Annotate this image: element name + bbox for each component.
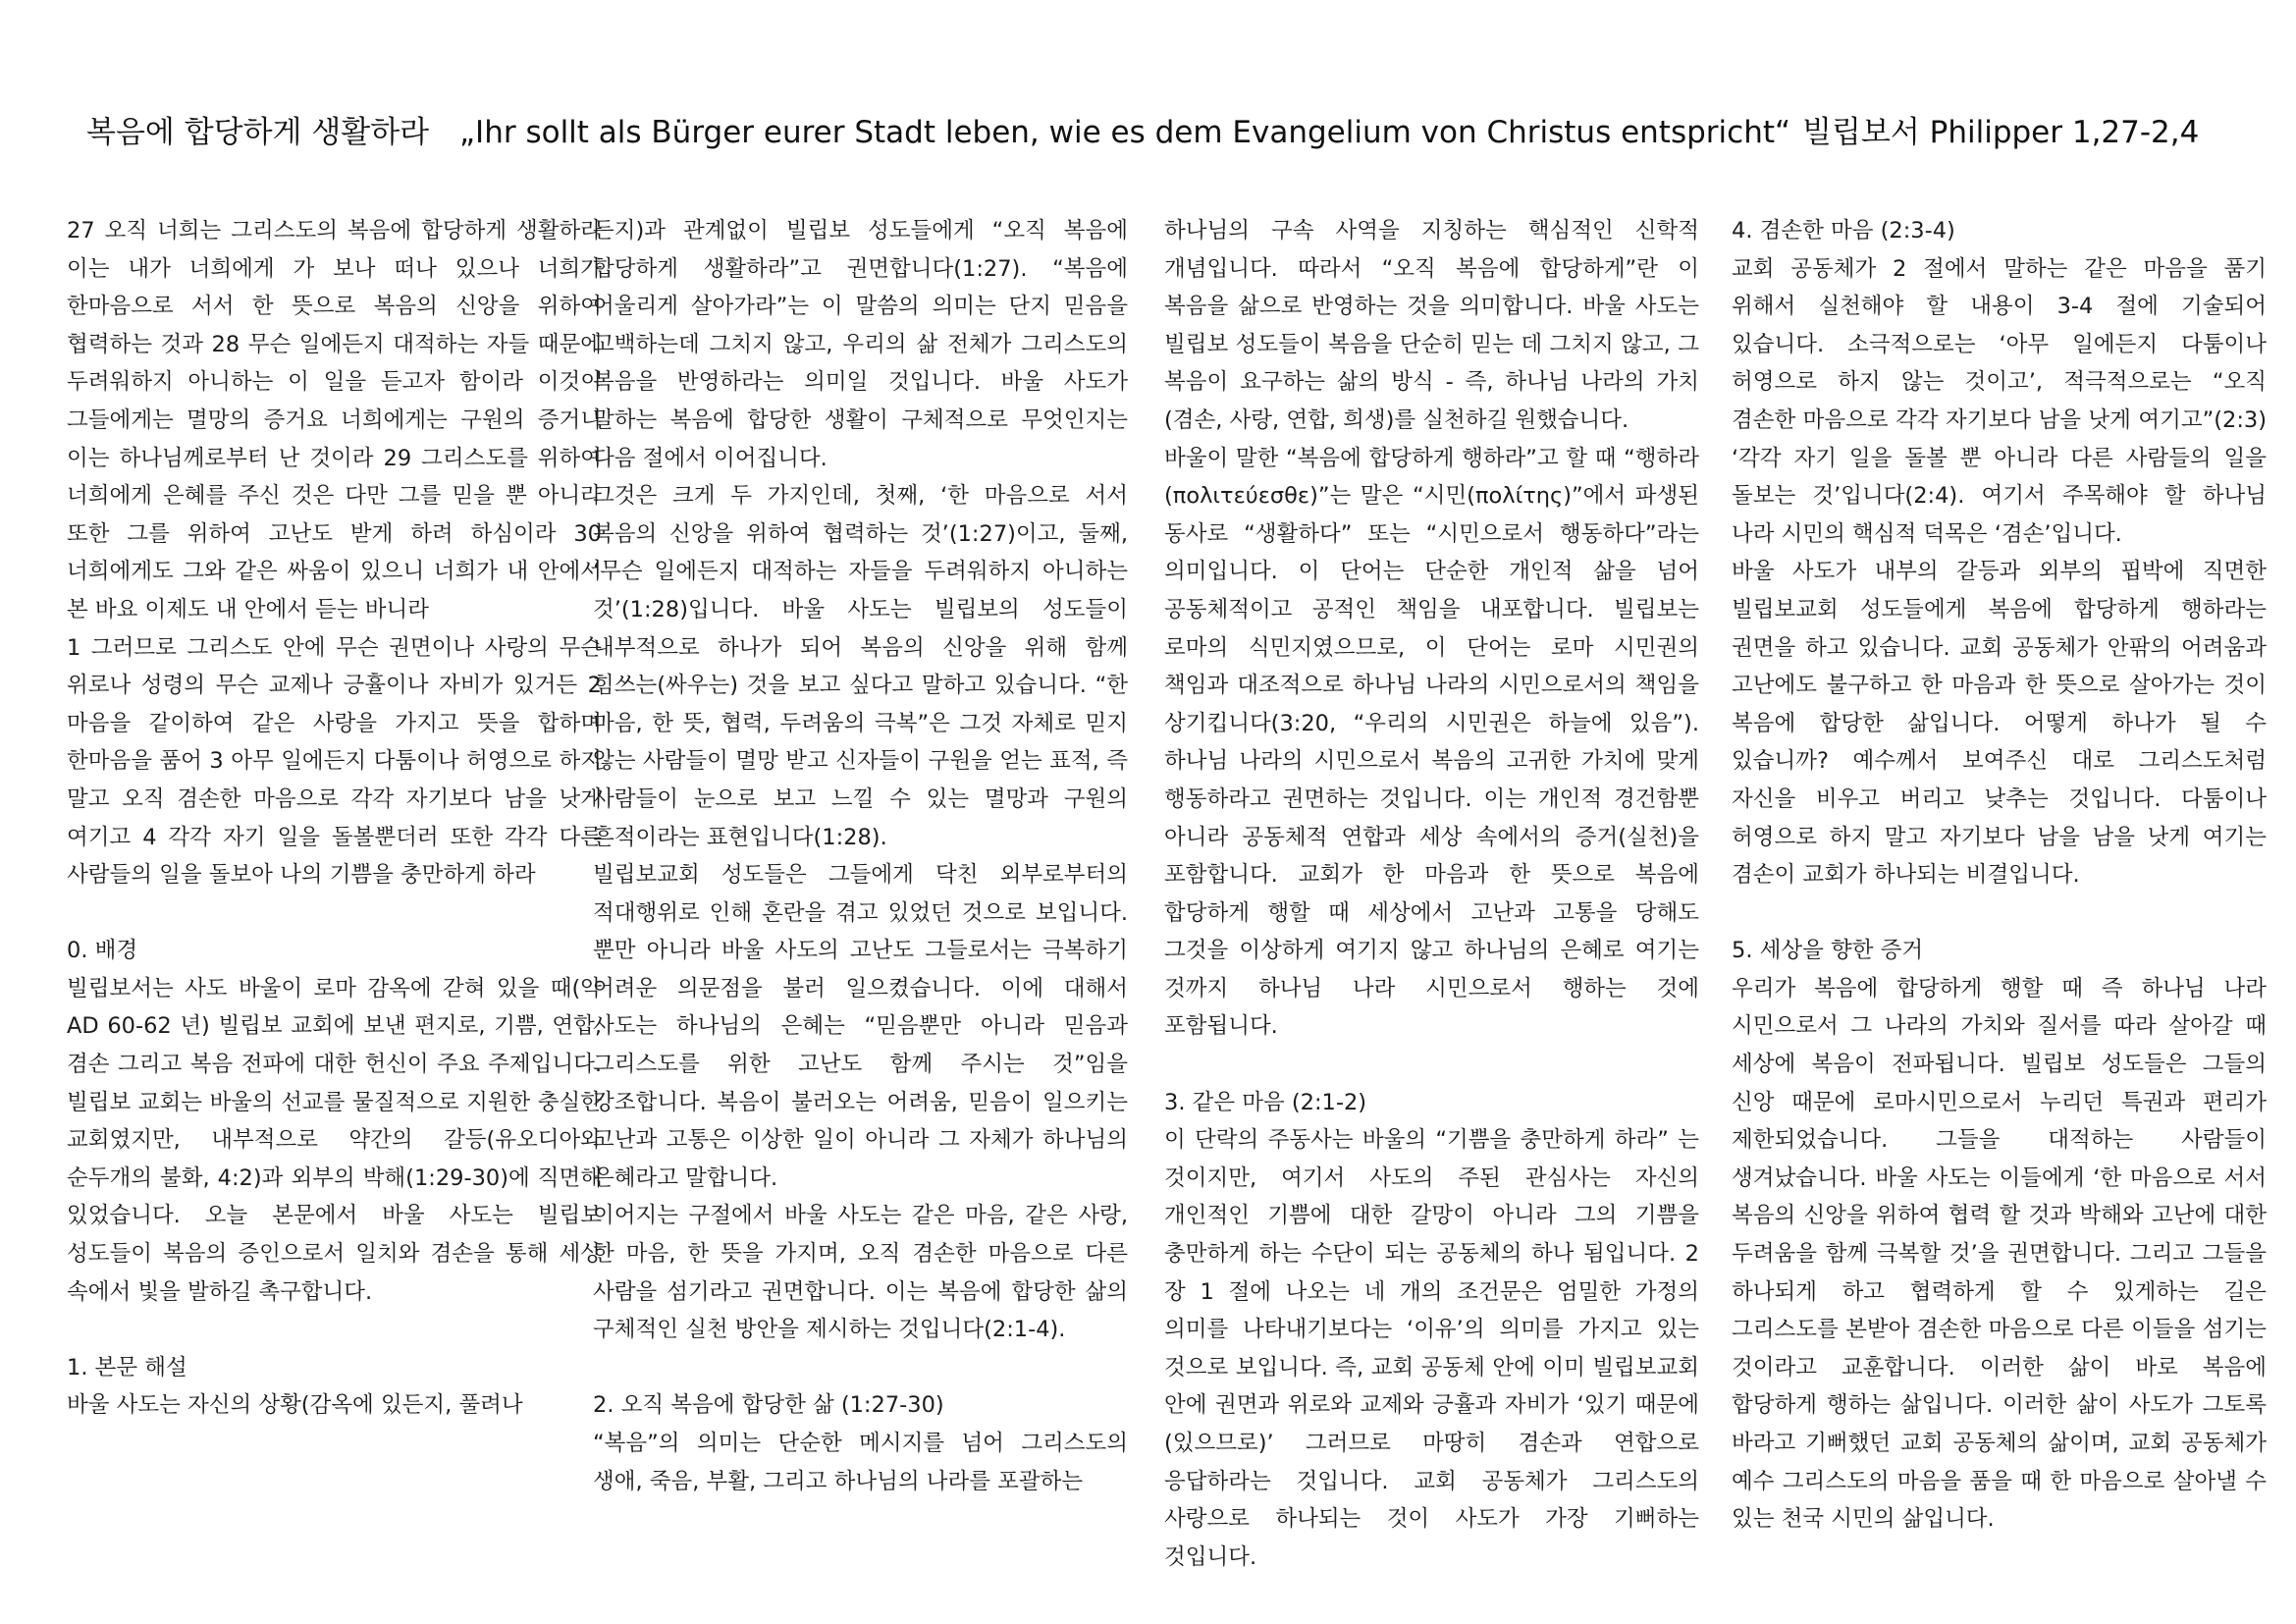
paragraph-same-mind: 이 단락의 주동사는 바울의 “기쁨을 충만하게 하라” 는 것이지만, 여기서 사도의 주된 관심사는 자신의 개인적인 기쁨에 대한 갈망이 아니라 그의 기쁨을 충만하게 하는 수단이 되는 공동체의 하나 됨입니다. 2 장 1 절에 나오는 네 개의 조건문은 엄밀한 가정의 의미를 나타내기보다는 ‘이유’의 의미를 가지고 있는 것으로 보입니다. 즉, 교회 공동체 안에 이미 빌립보교회 안에 권면과 위로와 교제와 긍휼과 자비가 ‘있기 때문에(있으므로)’ 그러므로 마땅히 겸손과 연합으로 응답하라는 것입니다. 교회 공동체가 그리스도의 사랑으로 하나되는 것이 사도가 가장 기뻐하는 것입니다. bbox=[1164, 1127, 1699, 1570]
scripture-verses-1-27-30: 27 오직 너희는 그리스도의 복음에 합당하게 생활하라 이는 내가 너희에게 가 보나 떠나 있으나 너희가 한마음으로 서서 한 뜻으로 복음의 신앙을 위하여 협력하는 것과 28 무슨 일에든지 대적하는 자들 때문에 두려워하지 아니하는 이 일을 듣고자 함이라 이것이 그들에게는 멸망의 증거요 너희에게는 구원의 증거니 이는 하나님께로부터 난 것이라 29 그리스도를 위하여 너희에게 은혜를 주신 것은 다만 그를 믿을 뿐 아니라 또한 그를 위하여 고난도 받게 하려 하심이라 30 너희에게도 그와 같은 싸움이 있으니 너희가 내 안에서 본 바요 이제도 내 안에서 듣는 바니라 bbox=[67, 218, 602, 623]
section-heading-humble-mind: 4. 겸손한 마음 (2:3-4) bbox=[1732, 218, 1955, 244]
text-column-1 bbox=[67, 212, 602, 1425]
paragraph-conflict: 바울 사도가 내부의 갈등과 외부의 핍박에 직면한 빌립보교회 성도들에게 복음에 합당하게 행하라는 권면을 하고 있습니다. 교회 공동체가 안팎의 어려움과 고난에도 불구하고 한 마음과 한 뜻으로 살아가는 것이 복음에 합당한 삶입니다. 어떻게 하나가 될 수 있습니까? 예수께서 보여주신 대로 그리스도처럼 자신을 비우고 버리고 낮추는 것입니다. 다툼이나 허영으로 하지 말고 자기보다 남을 남을 낫게 여기는 겸손이 교회가 하나되는 비결입니다. bbox=[1732, 559, 2267, 889]
section-heading-background: 0. 배경 bbox=[67, 938, 138, 964]
paragraph-following-verses: 이어지는 구절에서 바울 사도는 같은 마음, 같은 사랑, 한 마음, 한 뜻을 가지며, 오직 겸손한 마음으로 다른 사람을 섬기라고 권면합니다. 이는 복음에 합당한 삶의 구체적인 실천 방안을 제시하는 것입니다(2:1-4). bbox=[593, 1203, 1128, 1343]
bible-reference: 빌립보서 Philipper 1,27-2,4 bbox=[1802, 115, 2200, 150]
section-heading-same-mind: 3. 같은 마음 (2:1-2) bbox=[1164, 1089, 1367, 1115]
section-heading-worthy-life: 2. 오직 복음에 합당한 삶 (1:27-30) bbox=[593, 1392, 944, 1419]
text-column-2 bbox=[593, 212, 1128, 1500]
section-heading-exposition: 1. 본문 해설 bbox=[67, 1354, 187, 1380]
scripture-verses-2-1-4: 1 그러므로 그리스도 안에 무슨 권면이나 사랑의 무슨 위로나 성령의 무슨 교제나 긍휼이나 자비가 있거든 2 마음을 같이하여 같은 사랑을 가지고 뜻을 합하며 한마음을 품어 3 아무 일에든지 다툼이나 허영으로 하지 말고 오직 겸손한 마음으로 각각 자기보다 남을 낫게 여기고 4 각각 자기 일을 돌볼뿐더러 또한 각각 다른 사람들의 일을 돌보아 나의 기쁨을 충만하게 하라 bbox=[67, 634, 602, 889]
paragraph-citizenship: 바울이 말한 “복음에 합당하게 행하라”고 할 때 “행하라(πολιτεύεσθε)”는 말은 “시민(πολίτης)”에서 파생된 동사로 “생활하다” 또는 “시민으로서 행동하다”라는 의미입니다. 이 단어는 단순한 개인적 삶을 넘어 공동체적이고 공적인 책임을 내포합니다. 빌립보는 로마의 식민지였으므로, 이 단어는 로마 시민권의 책임과 대조적으로 하나님 나라의 시민으로서의 책임을 상기킵니다(3:20, “우리의 시민권은 하늘에 있음”). 하나님 나라의 시민으로서 복음의 고귀한 가치에 맞게 행동하라고 권면하는 것입니다. 이는 개인적 경건함뿐 아니라 공동체적 연합과 세상 속에서의 증거(실천)을 포함합니다. 교회가 한 마음과 한 뜻으로 복음에 합당하게 행할 때 세상에서 고난과 고통을 당해도 그것을 이상하게 여기지 않고 하나님의 은혜로 여기는 것까지 하나님 나라 시민으로서 행하는 것에 포함됩니다. bbox=[1164, 445, 1699, 1040]
paragraph-gospel-meaning: “복음”의 의미는 단순한 메시지를 넘어 그리스도의 생애, 죽음, 부활, 그리고 하나님의 나라를 포괄하는 bbox=[593, 1431, 1128, 1494]
paragraph-gospel-continued: 하나님의 구속 사역을 지칭하는 핵심적인 신학적 개념입니다. 따라서 “오직 복음에 합당하게”란 이 복음을 삶으로 반영하는 것을 의미합니다. 바울 사도는 빌립보 성도들이 복음을 단순히 믿는 데 그치지 않고, 그 복음이 요구하는 삶의 방식 - 즉, 하나님 나라의 가치(겸손, 사랑, 연합, 희생)를 실천하길 원했습니다. bbox=[1164, 218, 1699, 433]
text-column-3 bbox=[1164, 212, 1699, 1576]
paragraph-background: 빌립보서는 사도 바울이 로마 감옥에 갇혀 있을 때(약 AD 60-62 년) 빌립보 교회에 보낸 편지로, 기쁨, 연합, 겸손 그리고 복음 전파에 대한 헌신이 주요 주제입니다. 빌립보 교회는 바울의 선교를 물질적으로 지원한 충실한 교회였지만, 내부적으로 약간의 갈등(유오디아와 순두개의 불화, 4:2)과 외부의 박해(1:29-30)에 직면해 있었습니다. 오늘 본문에서 바울 사도는 빌립보 성도들이 복음의 증인으로서 일치와 겸손을 통해 세상 속에서 빛을 발하길 촉구합니다. bbox=[67, 975, 602, 1305]
paragraph-witness: 우리가 복음에 합당하게 행할 때 즉 하나님 나라 시민으로서 그 나라의 가치와 질서를 따라 살아갈 때 세상에 복음이 전파됩니다. 빌립보 성도들은 그들의 신앙 때문에 로마시민으로서 누리던 특권과 편리가 제한되었습니다. 그들을 대적하는 사람들이 생겨났습니다. 바울 사도는 이들에게 ‘한 마음으로 서서 복음의 신앙을 위하여 협력 할 것과 박해와 고난에 대한 두려움을 함께 극복할 것’을 권면합니다. 그리고 그들을 하나되게 하고 협력하게 할 수 있게하는 길은 그리스도를 본받아 겸손한 마음으로 다른 이들을 섬기는 것이라고 교훈합니다. 이러한 삶이 바로 복음에 합당하게 행하는 삶입니다. 이러한 삶이 사도가 그토록 바라고 기뻐했던 교회 공동체의 삶이며, 교회 공동체가 예수 그리스도의 마음을 품을 때 한 마음으로 살아낼 수 있는 천국 시민의 삶입니다. bbox=[1732, 975, 2267, 1533]
paragraph-two-things: 그것은 크게 두 가지인데, 첫째, ‘한 마음으로 서서 복음의 신앙을 위하여 협력하는 것’(1:27)이고, 둘째, ‘무슨 일에든지 대적하는 자들을 두려워하지 아니하는 것’(1:28)입니다. 바울 사도는 빌립보의 성도들이 내부적으로 하나가 되어 복음의 신앙을 위해 함께 힘쓰는(싸우는) 것을 보고 싶다고 말하고 있습니다. “한 마음, 한 뜻, 협력, 두려움의 극복”은 그것 자체로 믿지 않는 사람들이 멸망 받고 신자들이 구원을 얻는 표적, 즉 사람들이 눈으로 보고 느낄 수 있는 멸망과 구원의 흔적이라는 표현입니다(1:28). bbox=[593, 483, 1128, 850]
german-title: „Ihr sollt als Bürger eurer Stadt leben, wie es dem Evangelium von Christus entspricht“ bbox=[459, 115, 1791, 150]
section-heading-witness: 5. 세상을 향한 증거 bbox=[1732, 938, 1924, 964]
paragraph-exposition-start: 바울 사도는 자신의 상황(감옥에 있든지, 풀려나 bbox=[67, 1392, 523, 1419]
paragraph-humble-mind: 교회 공동체가 2 절에서 말하는 같은 마음을 품기 위해서 실천해야 할 내용이 3-4 절에 기술되어 있습니다. 소극적으로는 ‘아무 일에든지 다툼이나 허영으로 하지 않는 것이고’, 적극적으로는 “오직 겸손한 마음으로 각각 자기보다 남을 낫게 여기고”(2:3) ‘각각 자기 일을 돌볼 뿐 아니라 다른 사람들의 일을 돌보는 것’입니다(2:4). 여기서 주목해야 할 하나님 나라 시민의 핵심적 덕목은 ‘겸손’입니다. bbox=[1732, 255, 2267, 547]
korean-title: 복음에 합당하게 생활하라 bbox=[86, 115, 430, 150]
paragraph-exposition-continued: 든지)과 관계없이 빌립보 성도들에게 “오직 복음에 합당하게 생활하라”고 권면합니다(1:27). “복음에 어울리게 살아가라”는 이 말씀의 의미는 단지 믿음을 고백하는데 그치지 않고, 우리의 삶 전체가 그리스도의 복음을 반영하라는 의미일 것입니다. 바울 사도가 말하는 복음에 합당한 생활이 구체적으로 무엇인지는 다음 절에서 이어집니다. bbox=[593, 218, 1128, 471]
text-column-4 bbox=[1732, 212, 2267, 1539]
paragraph-hostility: 빌립보교회 성도들은 그들에게 닥친 외부로부터의 적대행위로 인해 혼란을 겪고 있었던 것으로 보입니다. 뿐만 아니라 바울 사도의 고난도 그들로서는 극복하기 어려운 의문점을 불러 일으켰습니다. 이에 대해서 사도는 하나님의 은혜는 “믿음뿐만 아니라 믿음과 그리스도를 위한 고난도 함께 주시는 것”임을 강조합니다. 복음이 불러오는 어려움, 믿음이 일으키는 고난과 고통은 이상한 일이 아니라 그 자체가 하나님의 은혜라고 말합니다. bbox=[593, 862, 1128, 1191]
